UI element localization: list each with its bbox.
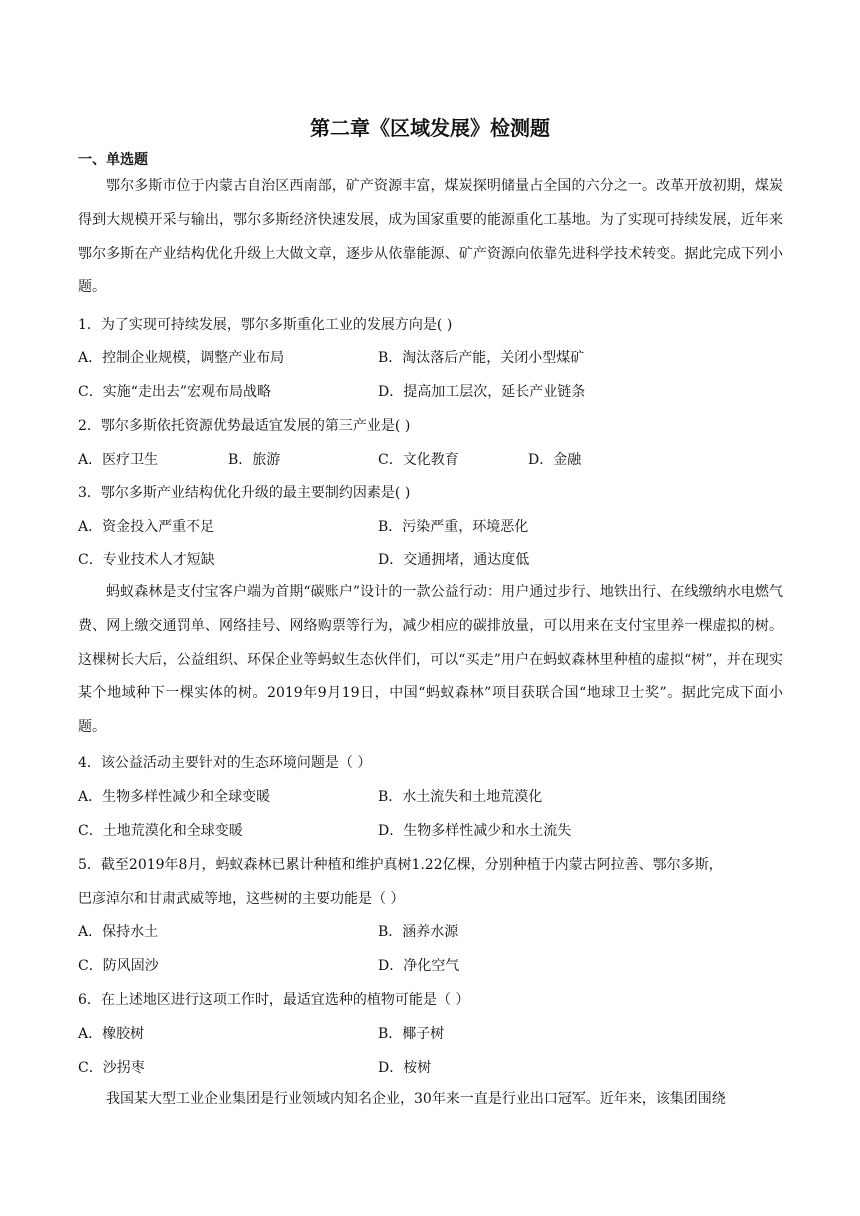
question-1-option-b: B．淘汰落后产能，关闭小型煤矿 bbox=[378, 350, 585, 366]
question-4-option-d: D．生物多样性减少和水土流失 bbox=[378, 823, 572, 839]
question-3-option-d: D．交通拥堵，通达度低 bbox=[378, 552, 530, 568]
question-5-stem: 5．截至2019年8月，蚂蚁森林已累计种植和维护真树1.22亿棵，分别种植于内蒙古阿拉善、鄂尔多斯， bbox=[78, 857, 723, 873]
question-6-stem: 6．在上述地区进行这项工作时，最适宜选种的植物可能是（ ） bbox=[78, 992, 470, 1008]
question-2-option-b: B．旅游 bbox=[228, 452, 281, 468]
question-5-option-b: B．涵养水源 bbox=[378, 924, 459, 940]
section-heading: 一、单选题 bbox=[78, 152, 148, 168]
question-4-option-a: A．生物多样性减少和全球变暖 bbox=[78, 789, 271, 805]
question-6-option-d: D．桉树 bbox=[378, 1060, 432, 1076]
question-2-option-d: D．金融 bbox=[528, 452, 582, 468]
question-2-stem: 2．鄂尔多斯依托资源优势最适宜发展的第三产业是( ) bbox=[78, 418, 411, 434]
question-3-option-b: B．污染严重，环境恶化 bbox=[378, 519, 529, 535]
question-4-option-c: C．土地荒漠化和全球变暖 bbox=[78, 823, 243, 839]
question-3-option-c: C．专业技术人才短缺 bbox=[78, 552, 215, 568]
question-6-option-c: C．沙拐枣 bbox=[78, 1060, 145, 1076]
question-6-option-b: B．椰子树 bbox=[378, 1026, 445, 1042]
question-2-option-c: C．文化教育 bbox=[378, 452, 459, 468]
question-4-option-b: B．水土流失和土地荒漠化 bbox=[378, 789, 543, 805]
question-3-stem: 3．鄂尔多斯产业结构优化升级的最主要制约因素是( ) bbox=[78, 485, 411, 501]
question-1-option-a: A．控制企业规模，调整产业布局 bbox=[78, 350, 285, 366]
reading-passage-1: 鄂尔多斯市位于内蒙古自治区西南部，矿产资源丰富，煤炭探明储量占全国的六分之一。改革开放初期，煤炭得到大规模开采与输出，鄂尔多斯经济快速发展，成为国家重要的能源重化工基地。为了实现可持续发展，近年来鄂尔多斯在产业结构优化升级上大做文章，逐步从依靠能源、矿产资源向依靠先进科学技术转变。据此完成下列小题。 bbox=[78, 178, 783, 296]
question-1-option-c: C．实施“走出去”宏观布局战略 bbox=[78, 384, 272, 400]
question-5-option-d: D．净化空气 bbox=[378, 958, 460, 974]
question-3-option-a: A．资金投入严重不足 bbox=[78, 519, 215, 535]
question-6-option-a: A．橡胶树 bbox=[78, 1026, 145, 1042]
question-4-stem: 4．该公益活动主要针对的生态环境问题是（ ） bbox=[78, 755, 372, 771]
question-2-option-a: A．医疗卫生 bbox=[78, 452, 159, 468]
question-1-stem: 1．为了实现可持续发展，鄂尔多斯重化工业的发展方向是( ) bbox=[78, 317, 453, 333]
question-5-stem-continued: 巴彦淖尔和甘肃武威等地，这些树的主要功能是（ ） bbox=[78, 891, 405, 907]
reading-passage-2: 蚂蚁森林是支付宝客户端为首期“碳账户”设计的一款公益行动：用户通过步行、地铁出行、在线缴纳水电燃气费、网上缴交通罚单、网络挂号、网络购票等行为，减少相应的碳排放量，可以用来在支付宝里养一棵虚拟的树。这棵树长大后，公益组织、环保企业等蚂蚁生态伙伴们，可以“买走”用户在蚂蚁森林里种植的虚拟“树”，并在现实某个地域种下一棵实体的树。2019年9月19日，中国“蚂蚁森林”项目获联合国“地球卫士奖”。据此完成下面小题。 bbox=[78, 584, 783, 736]
document-title: 第二章《区域发展》检测题 bbox=[310, 116, 550, 140]
question-5-option-c: C．防风固沙 bbox=[78, 958, 159, 974]
reading-passage-3: 我国某大型工业企业集团是行业领域内知名企业，30年来一直是行业出口冠军。近年来，该集团围绕 bbox=[106, 1091, 726, 1107]
question-5-option-a: A．保持水土 bbox=[78, 924, 159, 940]
question-1-option-d: D．提高加工层次，延长产业链条 bbox=[378, 384, 586, 400]
